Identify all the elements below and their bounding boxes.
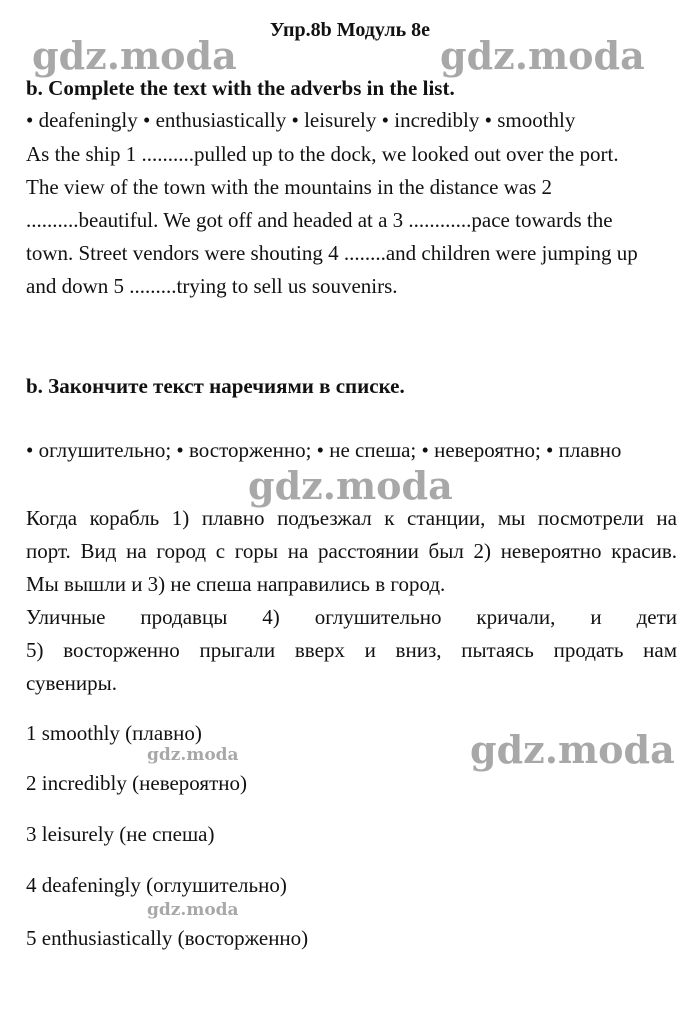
english-text-line-5: and down 5 .........trying to sell us souvenirs. (26, 274, 398, 298)
english-text-line-2: The view of the town with the mountains in the distance was 2 (26, 175, 553, 199)
russian-text-line-5: 5) восторженно прыгали вверх и вниз, пытаясь продать нам (26, 638, 677, 662)
answer-4: 4 deafeningly (оглушительно) (26, 873, 287, 897)
answer-3: 3 leisurely (не спеша) (26, 822, 215, 846)
russian-text-line-3: Мы вышли и 3) не спеша направились в город. (26, 572, 446, 596)
watermark-top-left: gdz.moda (32, 33, 237, 78)
russian-heading: b. Закончите текст наречиями в списке. (26, 374, 405, 398)
watermark-middle: gdz.moda (248, 463, 453, 508)
english-text-line-1: As the ship 1 ..........pulled up to the dock, we looked out over the port. (26, 142, 619, 166)
page-title: Упр.8b Модуль 8е (269, 19, 431, 41)
watermark-small-2: gdz.moda (147, 900, 239, 920)
russian-text-line-2: порт. Вид на город с горы на расстоянии был 2) невероятно красив. (26, 539, 677, 563)
answer-1: 1 smoothly (плавно) (26, 721, 202, 745)
watermark-top-right: gdz.moda (440, 33, 645, 78)
answer-2: 2 incredibly (невероятно) (26, 771, 247, 795)
watermark-small-1: gdz.moda (147, 745, 239, 765)
russian-text-line-6: сувениры. (26, 671, 117, 695)
english-word-list: • deafeningly • enthusiastically • leisurely • incredibly • smoothly (26, 108, 576, 132)
watermark-bottom-right: gdz.moda (470, 727, 675, 772)
english-text-line-4: town. Street vendors were shouting 4 ........and children were jumping up (26, 241, 638, 265)
english-text-line-3: ..........beautiful. We got off and headed at a 3 ............pace towards the (26, 208, 613, 232)
russian-text-line-1: Когда корабль 1) плавно подъезжал к станции, мы посмотрели на (26, 506, 677, 530)
russian-text-line-4: Уличные продавцы 4) оглушительно кричали, и дети (26, 605, 677, 629)
english-heading: b. Complete the text with the adverbs in the list. (26, 76, 455, 100)
russian-word-list: • оглушительно; • восторженно; • не спеша; • невероятно; • плавно (26, 438, 622, 462)
answer-5: 5 enthusiastically (восторженно) (26, 926, 309, 950)
